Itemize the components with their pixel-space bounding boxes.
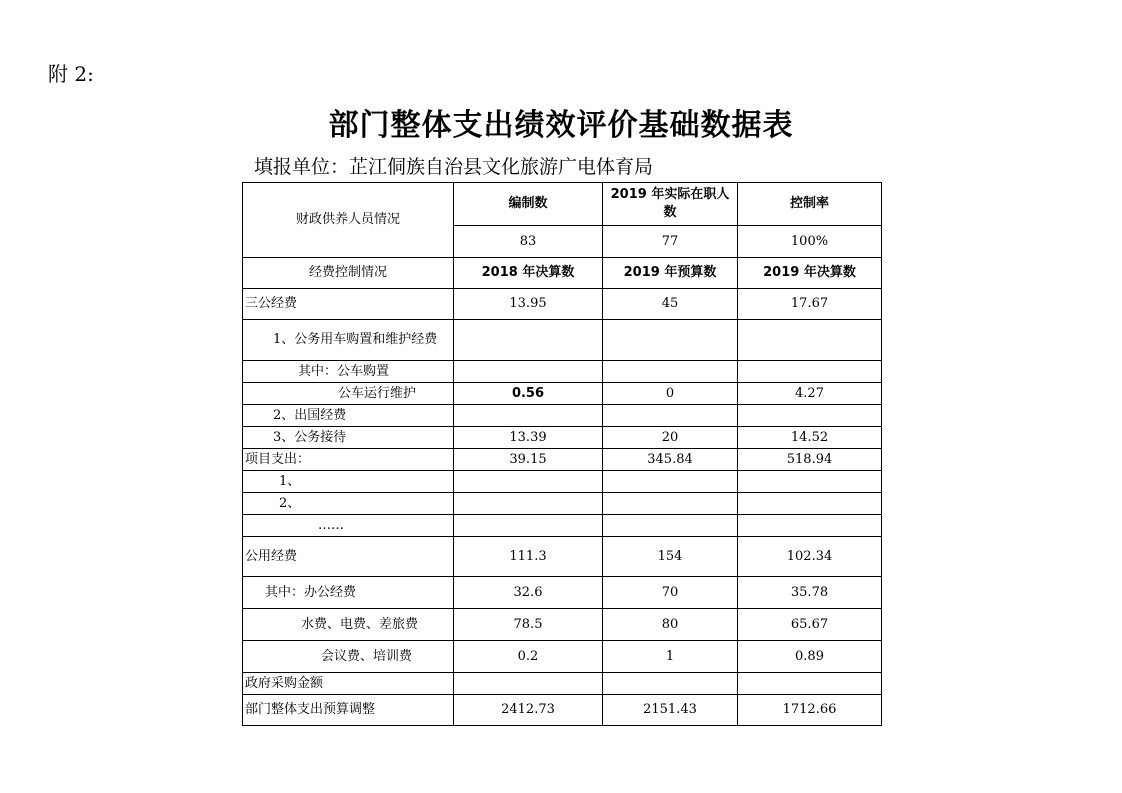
row-value-2018 [454, 493, 603, 515]
table-row [243, 577, 882, 609]
row-label: 其中：办公经费 [243, 577, 454, 609]
row-value-2019-budget [603, 515, 738, 537]
row-value-2019-final: 4.27 [738, 383, 882, 405]
row-value-2019-final: 14.52 [738, 427, 882, 449]
staff-col1-value: 83 [454, 226, 603, 258]
row-value-2019-final [738, 673, 882, 695]
row-value-2019-budget: 20 [603, 427, 738, 449]
row-label: 三公经费 [243, 289, 454, 320]
row-label: 部门整体支出预算调整 [243, 695, 454, 726]
row-label: 其中：公车购置 [243, 361, 454, 383]
row-label: …… [243, 515, 454, 537]
row-value-2018 [454, 515, 603, 537]
row-value-2019-budget: 2151.43 [603, 695, 738, 726]
row-value-2019-final [738, 405, 882, 427]
table-row [243, 471, 882, 493]
row-value-2019-budget [603, 320, 738, 361]
row-label: 水费、电费、差旅费 [243, 609, 454, 641]
table-row [243, 641, 882, 673]
row-value-2019-final [738, 320, 882, 361]
expense-col1-header: 2018 年决算数 [454, 258, 603, 289]
expense-header-row [243, 258, 882, 289]
staff-col2-value: 77 [603, 226, 738, 258]
row-label: 会议费、培训费 [243, 641, 454, 673]
row-value-2019-final [738, 361, 882, 383]
staff-col3-value: 100% [738, 226, 882, 258]
row-value-2019-final: 65.67 [738, 609, 882, 641]
expense-label: 经费控制情况 [243, 258, 454, 289]
row-value-2019-budget [603, 361, 738, 383]
table-row [243, 609, 882, 641]
staff-col3-header: 控制率 [738, 183, 882, 226]
row-value-2018: 13.39 [454, 427, 603, 449]
page-title: 部门整体支出绩效评价基础数据表 [328, 108, 794, 143]
table-row [243, 361, 882, 383]
row-value-2019-budget [603, 493, 738, 515]
row-value-2019-budget: 70 [603, 577, 738, 609]
row-value-2019-budget: 80 [603, 609, 738, 641]
row-value-2018: 39.15 [454, 449, 603, 471]
row-label: 政府采购金额 [243, 673, 454, 695]
row-value-2019-budget: 345.84 [603, 449, 738, 471]
row-value-2018 [454, 361, 603, 383]
row-value-2019-final: 518.94 [738, 449, 882, 471]
row-value-2019-final: 1712.66 [738, 695, 882, 726]
table-row [243, 493, 882, 515]
table-row [243, 405, 882, 427]
table-row [243, 673, 882, 695]
table-row [243, 320, 882, 361]
row-value-2019-final [738, 471, 882, 493]
row-value-2019-budget: 1 [603, 641, 738, 673]
row-label: 项目支出： [243, 449, 454, 471]
row-value-2018 [454, 405, 603, 427]
table-row [243, 515, 882, 537]
row-value-2018 [454, 320, 603, 361]
row-label: 公车运行维护 [243, 383, 454, 405]
row-value-2019-final [738, 493, 882, 515]
row-value-2019-final: 0.89 [738, 641, 882, 673]
table-row [243, 449, 882, 471]
staff-header-row [243, 183, 882, 226]
row-value-2018 [454, 471, 603, 493]
row-value-2018: 2412.73 [454, 695, 603, 726]
row-value-2018: 0.2 [454, 641, 603, 673]
row-value-2019-budget [603, 673, 738, 695]
staff-label: 财政供养人员情况 [243, 183, 454, 258]
row-value-2019-final: 17.67 [738, 289, 882, 320]
row-value-2018: 0.56 [454, 383, 603, 405]
row-label: 1、公务用车购置和维护经费 [243, 320, 454, 361]
row-value-2019-budget: 154 [603, 537, 738, 577]
row-label: 3、公务接待 [243, 427, 454, 449]
table-row [243, 289, 882, 320]
table-row [243, 695, 882, 726]
row-label: 1、 [243, 471, 454, 493]
row-value-2019-budget: 45 [603, 289, 738, 320]
row-value-2019-final [738, 515, 882, 537]
performance-data-table [242, 182, 882, 726]
reporting-unit: 填报单位：芷江侗族自治县文化旅游广电体育局 [254, 156, 654, 178]
table-row [243, 537, 882, 577]
table-row [243, 383, 882, 405]
staff-col1-header: 编制数 [454, 183, 603, 226]
row-value-2018: 111.3 [454, 537, 603, 577]
row-label: 公用经费 [243, 537, 454, 577]
row-value-2018: 78.5 [454, 609, 603, 641]
row-value-2019-budget [603, 405, 738, 427]
row-label: 2、出国经费 [243, 405, 454, 427]
attachment-label: 附 2: [48, 62, 94, 86]
row-value-2018: 32.6 [454, 577, 603, 609]
row-value-2019-final: 35.78 [738, 577, 882, 609]
expense-col2-header: 2019 年预算数 [603, 258, 738, 289]
row-value-2019-final: 102.34 [738, 537, 882, 577]
row-value-2018: 13.95 [454, 289, 603, 320]
expense-col3-header: 2019 年决算数 [738, 258, 882, 289]
staff-col2-header: 2019 年实际在职人数 [603, 183, 738, 226]
row-value-2019-budget [603, 471, 738, 493]
table-row [243, 427, 882, 449]
row-value-2018 [454, 673, 603, 695]
row-label: 2、 [243, 493, 454, 515]
row-value-2019-budget: 0 [603, 383, 738, 405]
